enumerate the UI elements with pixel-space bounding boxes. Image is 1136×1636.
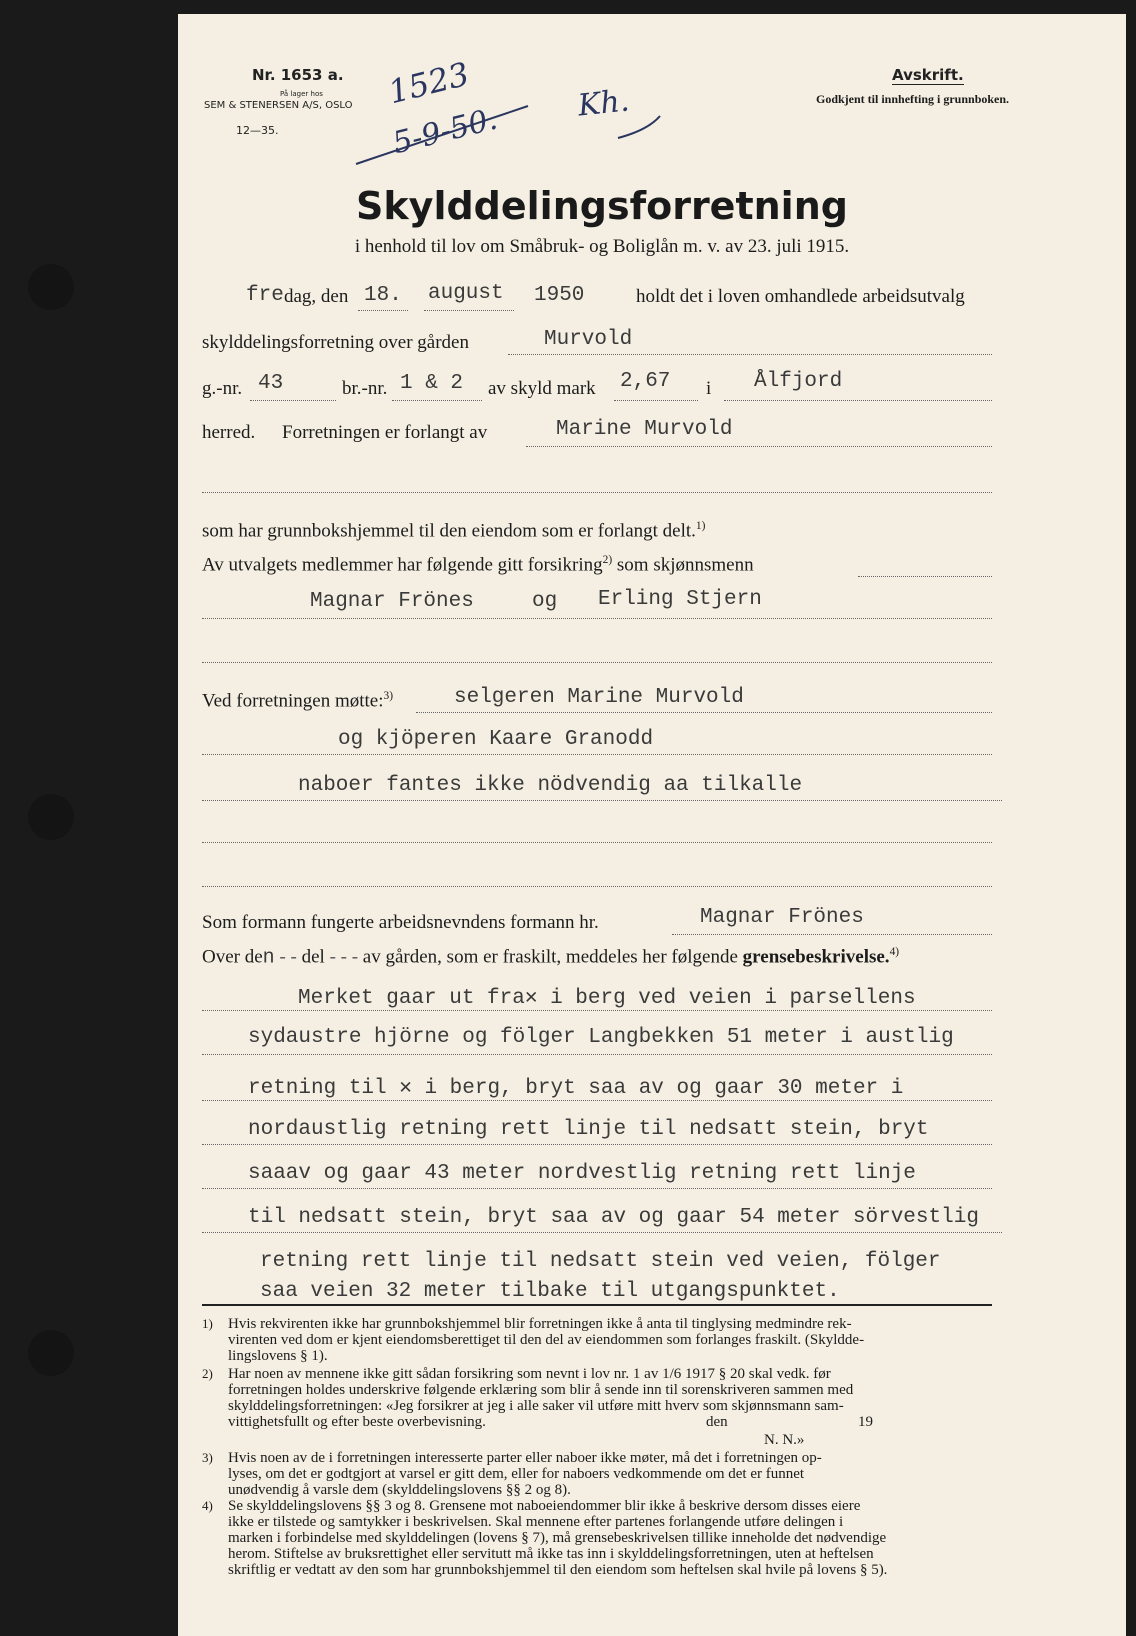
footnote-1-line-1: Hvis rekvirenten ikke har grunnbokshjemmel blir forretningen ikke å anta til tinglysing medmindre rek- bbox=[228, 1316, 852, 1332]
over-bold: grensebeskrivelse. bbox=[742, 946, 890, 968]
blank-dotted-line-4 bbox=[202, 886, 992, 887]
footnote-mark-2: 2) bbox=[202, 1366, 213, 1381]
footnote-4-line-1: Se skylddelingslovens §§ 3 og 8. Grensene mot naboeiendommer blir ikke å beskrive dersom disses eiere bbox=[228, 1498, 861, 1514]
appraisers-dotted-line bbox=[202, 618, 992, 619]
boundary-dotted-line-3 bbox=[202, 1100, 992, 1101]
appraiser-and: og bbox=[532, 590, 558, 613]
meeting-day: 18. bbox=[364, 284, 402, 307]
meeting-month-dotted-line bbox=[424, 310, 514, 311]
publisher-line-2: SEM & STENERSEN A/S, OSLO bbox=[204, 100, 353, 111]
hjemmel-text-main: som har grunnbokshjemmel til den eiendom som er forlangt delt. bbox=[202, 520, 696, 542]
members-text-end: som skjønnsmenn bbox=[616, 554, 754, 576]
footnote-ref-4: 4) bbox=[889, 946, 900, 958]
over-line: Over den - - del - - - av gården, som er fraskilt, meddeles her følgende grensebeskrivelse.$^{4)}$ bbox=[202, 946, 900, 970]
meeting-weekday: fre bbox=[246, 284, 284, 307]
members-text-main: Av utvalgets medlemmer har følgende gitt forsikring bbox=[202, 554, 603, 576]
municipality-dotted-line bbox=[724, 400, 992, 401]
attended-dotted-line-2 bbox=[202, 754, 992, 755]
print-code: 12—35. bbox=[236, 124, 279, 137]
appraiser-1: Magnar Frönes bbox=[310, 590, 474, 613]
meeting-text: holdt det i loven omhandlede arbeidsutvalg bbox=[636, 286, 965, 307]
gnr-value: 43 bbox=[258, 372, 284, 395]
handwritten-date: 5-9-50. bbox=[389, 101, 501, 162]
copy-label: Avskrift. bbox=[892, 66, 964, 84]
attended-line-2: og kjöperen Kaare Granodd bbox=[338, 728, 654, 751]
declaration-signature: N. N.» bbox=[764, 1432, 805, 1448]
requested-by: Marine Murvold bbox=[556, 418, 733, 441]
attended-label bbox=[202, 690, 393, 712]
boundary-line-7: retning rett linje til nedsatt stein ved veien, fölger bbox=[260, 1250, 941, 1273]
boundary-dotted-line-2 bbox=[202, 1054, 992, 1055]
boundary-dotted-line-5 bbox=[202, 1188, 992, 1189]
municipality-value: Ålfjord bbox=[754, 370, 843, 393]
footnote-2-line-1: Har noen av mennene ikke gitt sådan forsikring som nevnt i lov nr. 1 av 1/6 1917 § 20 skal vedk. før bbox=[228, 1366, 831, 1382]
meeting-day-dotted-line bbox=[358, 310, 408, 311]
footnote-1-line-2: virenten ved dom er kjent eiendomsberettiget til den del av eiendommen som forlanges fraskilt. (Skyldde- bbox=[228, 1332, 865, 1348]
footnote-3-line-1: Hvis noen av de i forretningen interesserte parter eller naboer ikke møter, må det i forretningen op- bbox=[228, 1450, 822, 1466]
bnr-value: 1 & 2 bbox=[400, 372, 464, 395]
over-prefix: Over de bbox=[202, 946, 263, 968]
handwritten-number: 1523 bbox=[384, 54, 473, 112]
publisher-line-1: På lager hos bbox=[280, 90, 323, 98]
appraiser-2: Erling Stjern bbox=[598, 588, 762, 611]
members-dotted-line bbox=[858, 576, 992, 577]
footnote-4-line-5: skriftlig er vedtatt av den som har grunnbokshjemmel til den eiendom som heftelsen skal hvile på lovens § 5). bbox=[228, 1562, 888, 1578]
over-del: del bbox=[301, 946, 325, 968]
requested-dotted-line bbox=[526, 446, 992, 447]
footnote-separator bbox=[202, 1304, 992, 1306]
meeting-year: 1950 bbox=[534, 284, 585, 307]
approval-note: Godkjent til innhefting i grunnboken. bbox=[816, 92, 1010, 106]
chairman-name: Magnar Frönes bbox=[700, 906, 864, 929]
skyld-label: av skyld mark bbox=[488, 378, 596, 399]
attended-line-1: selgeren Marine Murvold bbox=[454, 686, 744, 709]
meeting-month: august bbox=[428, 282, 504, 305]
members-text bbox=[202, 554, 754, 576]
page-title: Skylddelingsforretning bbox=[356, 184, 848, 228]
footnote-4-line-3: marken i forbindelse med skylddelingen (lovens § 7), må grensebeskrivelsen tillike inneholde det nødvendige bbox=[228, 1530, 887, 1546]
punch-hole-top bbox=[28, 264, 74, 310]
boundary-line-6: til nedsatt stein, bryt saa av og gaar 54 meter sörvestlig bbox=[248, 1206, 979, 1229]
form-number: Nr. 1653 a. bbox=[252, 66, 344, 84]
footnote-ref-1: 1) bbox=[695, 520, 706, 532]
skyld-value: 2,67 bbox=[620, 370, 671, 393]
footnote-2-line-2: forretningen holdes underskrive følgende erklæring som blir å sende inn til sorenskriveren sammen med bbox=[228, 1382, 854, 1398]
bnr-label: br.-nr. bbox=[342, 378, 388, 399]
chairman-dotted-line bbox=[672, 934, 992, 935]
footnote-2-line-4: vittighetsfullt og efter beste overbevisning. bbox=[228, 1414, 486, 1430]
boundary-line-1: Merket gaar ut fra✕ i berg ved veien i parsellens bbox=[298, 987, 916, 1010]
footnote-4-line-4: herom. Stiftelse av bruksrettighet eller servitutt må ikke tas inn i skylddelingsforretningen, uten at heftelsen bbox=[228, 1546, 874, 1562]
attended-line-3: naboer fantes ikke nödvendig aa tilkalle bbox=[298, 774, 803, 797]
footnote-mark-1: 1) bbox=[202, 1316, 213, 1331]
boundary-line-8: saa veien 32 meter tilbake til utgangspunktet. bbox=[260, 1280, 840, 1303]
boundary-line-4: nordaustlig retning rett linje til nedsatt stein, bryt bbox=[248, 1118, 929, 1141]
farm-name: Murvold bbox=[544, 328, 633, 351]
declaration-den-label: den bbox=[706, 1414, 728, 1430]
boundary-line-3: retning til ✕ i berg, bryt saa av og gaar 30 meter i bbox=[248, 1077, 904, 1100]
footnote-mark-4: 4) bbox=[202, 1498, 213, 1513]
farm-label: skylddelingsforretning over gården bbox=[202, 332, 469, 353]
blank-dotted-line-3 bbox=[202, 842, 992, 843]
date-underline-stroke bbox=[356, 106, 528, 164]
footnote-3-line-2: lyses, om det er godtgjort at varsel er gitt dem, eller for naboers vedkommende om det er funnet bbox=[228, 1466, 805, 1482]
hjemmel-text bbox=[202, 520, 705, 542]
blank-dotted-line-2 bbox=[202, 662, 992, 663]
boundary-dotted-line-4 bbox=[202, 1144, 992, 1145]
initials-tail-stroke bbox=[618, 116, 660, 138]
boundary-line-2: sydaustre hjörne og fölger Langbekken 51 meter i austlig bbox=[248, 1026, 954, 1049]
requested-label: Forretningen er forlangt av bbox=[282, 422, 488, 443]
municipality-i-label: i bbox=[706, 378, 712, 399]
document-page bbox=[178, 14, 1126, 1636]
blank-dotted-line-1 bbox=[202, 492, 992, 493]
boundary-dotted-line-1 bbox=[202, 1010, 992, 1011]
attended-dotted-line-1 bbox=[416, 712, 992, 713]
footnote-2-line-3: skylddelingsforretningen: «Jeg forsikrer at jeg i alle saker vil utføre mitt hverv som skjønnsmann sam- bbox=[228, 1398, 844, 1414]
meeting-day-label: dag, den bbox=[284, 286, 349, 307]
farm-dotted-line bbox=[508, 354, 992, 355]
footnote-ref-3: 3) bbox=[383, 690, 394, 702]
boundary-dotted-line-6 bbox=[202, 1232, 1002, 1233]
over-av: av gården, som er fraskilt, meddeles her følgende bbox=[362, 946, 738, 968]
over-fill: n bbox=[262, 946, 275, 970]
footnote-3-line-3: unødvendig å varsle dem (skylddelingslovens §§ 2 og 8). bbox=[228, 1482, 571, 1498]
footnote-1-line-3: lingslovens § 1). bbox=[228, 1348, 328, 1364]
attended-label-main: Ved forretningen møtte: bbox=[202, 690, 384, 712]
handwritten-initials: Kh. bbox=[576, 83, 631, 124]
skyld-dotted-line bbox=[614, 400, 698, 401]
herred-label: herred. bbox=[202, 422, 256, 443]
declaration-year-label: 19 bbox=[858, 1414, 873, 1430]
footnote-4-line-2: ikke er tilstede og samtykker i beskrivelsen. Skal mennene efter partenes forlangende utføre delingen i bbox=[228, 1514, 844, 1530]
boundary-line-5: saaav og gaar 43 meter nordvestlig retning rett linje bbox=[248, 1162, 916, 1185]
punch-hole-bottom bbox=[28, 1330, 74, 1376]
bnr-dotted-line bbox=[392, 400, 482, 401]
gnr-dotted-line bbox=[250, 400, 336, 401]
footnote-mark-3: 3) bbox=[202, 1450, 213, 1465]
chairman-label: Som formann fungerte arbeidsnevndens formann hr. bbox=[202, 912, 599, 933]
gnr-label: g.-nr. bbox=[202, 378, 243, 399]
punch-hole-middle bbox=[28, 794, 74, 840]
footnote-ref-2: 2) bbox=[602, 554, 613, 566]
attended-dotted-line-3 bbox=[202, 800, 1002, 801]
subtitle: i henhold til lov om Småbruk- og Boliglån m. v. av 23. juli 1915. bbox=[354, 236, 850, 257]
